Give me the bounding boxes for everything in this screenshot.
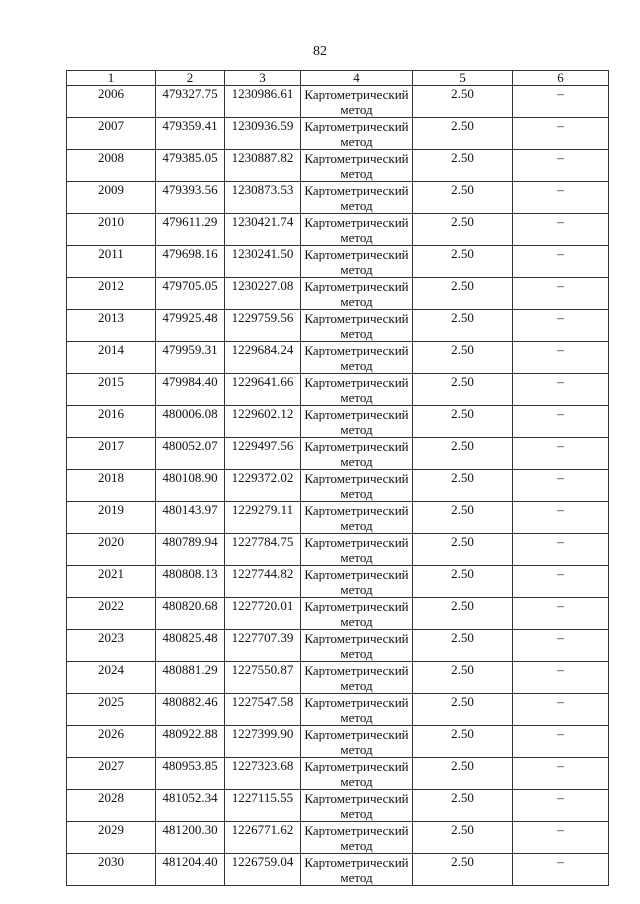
accuracy-cell: 2.50 <box>413 662 513 694</box>
x-coordinate-cell: 480108.90 <box>156 470 225 502</box>
point-number-cell: 2025 <box>67 694 156 726</box>
method-cell <box>301 566 413 598</box>
method-cell <box>301 150 413 182</box>
note-cell: – <box>513 86 609 118</box>
method-line-1: Картометрический <box>304 535 409 550</box>
x-coordinate-cell: 480825.48 <box>156 630 225 662</box>
method-line-2: метод <box>340 646 373 661</box>
table-row <box>67 342 609 374</box>
y-coordinate-cell: 1229641.66 <box>225 374 301 406</box>
method-cell <box>301 726 413 758</box>
point-number-cell: 2010 <box>67 214 156 246</box>
table-row <box>67 150 609 182</box>
accuracy-cell: 2.50 <box>413 502 513 534</box>
note-cell: – <box>513 438 609 470</box>
accuracy-cell: 2.50 <box>413 342 513 374</box>
method-line-2: метод <box>340 550 373 565</box>
note-cell: – <box>513 854 609 886</box>
accuracy-cell: 2.50 <box>413 854 513 886</box>
method-cell <box>301 182 413 214</box>
table-row <box>67 182 609 214</box>
point-number-cell: 2015 <box>67 374 156 406</box>
point-number-cell: 2017 <box>67 438 156 470</box>
column-header-3: 3 <box>225 71 301 86</box>
column-header-2: 2 <box>156 71 225 86</box>
method-line-1: Картометрический <box>304 279 409 294</box>
x-coordinate-cell: 479925.48 <box>156 310 225 342</box>
table-row <box>67 502 609 534</box>
method-line-1: Картометрический <box>304 119 409 134</box>
accuracy-cell: 2.50 <box>413 790 513 822</box>
method-cell <box>301 694 413 726</box>
x-coordinate-cell: 479984.40 <box>156 374 225 406</box>
method-line-1: Картометрический <box>304 695 409 710</box>
accuracy-cell: 2.50 <box>413 758 513 790</box>
method-line-2: метод <box>340 742 373 757</box>
method-line-1: Картометрический <box>304 791 409 806</box>
table-row <box>67 790 609 822</box>
table-row <box>67 630 609 662</box>
accuracy-cell: 2.50 <box>413 438 513 470</box>
x-coordinate-cell: 480808.13 <box>156 566 225 598</box>
method-line-2: метод <box>340 134 373 149</box>
method-cell <box>301 438 413 470</box>
note-cell: – <box>513 630 609 662</box>
page-number: 82 <box>313 44 327 59</box>
table-row <box>67 310 609 342</box>
point-number-cell: 2026 <box>67 726 156 758</box>
table-row <box>67 822 609 854</box>
note-cell: – <box>513 214 609 246</box>
method-line-2: метод <box>340 678 373 693</box>
method-line-1: Картометрический <box>304 823 409 838</box>
accuracy-cell: 2.50 <box>413 406 513 438</box>
point-number-cell: 2023 <box>67 630 156 662</box>
y-coordinate-cell: 1230227.08 <box>225 278 301 310</box>
point-number-cell: 2021 <box>67 566 156 598</box>
x-coordinate-cell: 479385.05 <box>156 150 225 182</box>
method-line-2: метод <box>340 838 373 853</box>
x-coordinate-cell: 479611.29 <box>156 214 225 246</box>
y-coordinate-cell: 1230887.82 <box>225 150 301 182</box>
header-row <box>67 71 609 86</box>
method-cell <box>301 790 413 822</box>
method-cell <box>301 598 413 630</box>
accuracy-cell: 2.50 <box>413 470 513 502</box>
method-line-1: Картометрический <box>304 343 409 358</box>
note-cell: – <box>513 598 609 630</box>
y-coordinate-cell: 1227547.58 <box>225 694 301 726</box>
method-cell <box>301 630 413 662</box>
x-coordinate-cell: 479698.16 <box>156 246 225 278</box>
method-cell <box>301 214 413 246</box>
method-cell <box>301 758 413 790</box>
method-cell <box>301 822 413 854</box>
y-coordinate-cell: 1229279.11 <box>225 502 301 534</box>
y-coordinate-cell: 1229759.56 <box>225 310 301 342</box>
accuracy-cell: 2.50 <box>413 150 513 182</box>
method-line-1: Картометрический <box>304 439 409 454</box>
x-coordinate-cell: 480820.68 <box>156 598 225 630</box>
point-number-cell: 2024 <box>67 662 156 694</box>
x-coordinate-cell: 479705.05 <box>156 278 225 310</box>
table-row <box>67 86 609 118</box>
x-coordinate-cell: 481204.40 <box>156 854 225 886</box>
note-cell: – <box>513 182 609 214</box>
x-coordinate-cell: 479959.31 <box>156 342 225 374</box>
accuracy-cell: 2.50 <box>413 118 513 150</box>
method-line-1: Картометрический <box>304 215 409 230</box>
y-coordinate-cell: 1230936.59 <box>225 118 301 150</box>
y-coordinate-cell: 1229684.24 <box>225 342 301 374</box>
method-line-2: метод <box>340 166 373 181</box>
note-cell: – <box>513 310 609 342</box>
point-number-cell: 2009 <box>67 182 156 214</box>
y-coordinate-cell: 1230421.74 <box>225 214 301 246</box>
x-coordinate-cell: 479327.75 <box>156 86 225 118</box>
x-coordinate-cell: 480882.46 <box>156 694 225 726</box>
table-row <box>67 470 609 502</box>
table-body <box>67 86 609 886</box>
accuracy-cell: 2.50 <box>413 374 513 406</box>
note-cell: – <box>513 662 609 694</box>
method-line-2: метод <box>340 198 373 213</box>
table-row <box>67 758 609 790</box>
x-coordinate-cell: 480052.07 <box>156 438 225 470</box>
y-coordinate-cell: 1229602.12 <box>225 406 301 438</box>
y-coordinate-cell: 1230873.53 <box>225 182 301 214</box>
method-cell <box>301 470 413 502</box>
method-cell <box>301 118 413 150</box>
method-cell <box>301 374 413 406</box>
method-line-1: Картометрический <box>304 727 409 742</box>
method-line-1: Картометрический <box>304 183 409 198</box>
method-line-1: Картометрический <box>304 151 409 166</box>
note-cell: – <box>513 406 609 438</box>
note-cell: – <box>513 342 609 374</box>
accuracy-cell: 2.50 <box>413 246 513 278</box>
table-row <box>67 726 609 758</box>
method-line-1: Картометрический <box>304 663 409 678</box>
method-line-1: Картометрический <box>304 311 409 326</box>
method-line-2: метод <box>340 710 373 725</box>
x-coordinate-cell: 480789.94 <box>156 534 225 566</box>
x-coordinate-cell: 481200.30 <box>156 822 225 854</box>
note-cell: – <box>513 150 609 182</box>
table-row <box>67 118 609 150</box>
accuracy-cell: 2.50 <box>413 566 513 598</box>
point-number-cell: 2029 <box>67 822 156 854</box>
table-row <box>67 598 609 630</box>
point-number-cell: 2027 <box>67 758 156 790</box>
accuracy-cell: 2.50 <box>413 726 513 758</box>
note-cell: – <box>513 470 609 502</box>
method-line-2: метод <box>340 614 373 629</box>
note-cell: – <box>513 758 609 790</box>
table-row <box>67 246 609 278</box>
point-number-cell: 2012 <box>67 278 156 310</box>
method-line-2: метод <box>340 422 373 437</box>
method-cell <box>301 342 413 374</box>
column-header-1: 1 <box>67 71 156 86</box>
method-line-1: Картометрический <box>304 567 409 582</box>
point-number-cell: 2011 <box>67 246 156 278</box>
method-line-2: метод <box>340 806 373 821</box>
method-cell <box>301 310 413 342</box>
note-cell: – <box>513 502 609 534</box>
method-line-1: Картометрический <box>304 375 409 390</box>
x-coordinate-cell: 480953.85 <box>156 758 225 790</box>
point-number-cell: 2014 <box>67 342 156 374</box>
point-number-cell: 2008 <box>67 150 156 182</box>
y-coordinate-cell: 1227323.68 <box>225 758 301 790</box>
table-row <box>67 374 609 406</box>
accuracy-cell: 2.50 <box>413 214 513 246</box>
x-coordinate-cell: 480143.97 <box>156 502 225 534</box>
accuracy-cell: 2.50 <box>413 86 513 118</box>
y-coordinate-cell: 1227707.39 <box>225 630 301 662</box>
point-number-cell: 2016 <box>67 406 156 438</box>
method-cell <box>301 86 413 118</box>
method-cell <box>301 534 413 566</box>
method-line-1: Картометрический <box>304 599 409 614</box>
method-line-2: метод <box>340 358 373 373</box>
method-line-2: метод <box>340 294 373 309</box>
method-line-2: метод <box>340 486 373 501</box>
table-row <box>67 662 609 694</box>
table-row <box>67 534 609 566</box>
y-coordinate-cell: 1229372.02 <box>225 470 301 502</box>
x-coordinate-cell: 481052.34 <box>156 790 225 822</box>
note-cell: – <box>513 822 609 854</box>
note-cell: – <box>513 566 609 598</box>
accuracy-cell: 2.50 <box>413 630 513 662</box>
note-cell: – <box>513 534 609 566</box>
method-line-2: метод <box>340 262 373 277</box>
table-row <box>67 694 609 726</box>
x-coordinate-cell: 479393.56 <box>156 182 225 214</box>
note-cell: – <box>513 278 609 310</box>
y-coordinate-cell: 1230241.50 <box>225 246 301 278</box>
method-cell <box>301 246 413 278</box>
note-cell: – <box>513 790 609 822</box>
y-coordinate-cell: 1227744.82 <box>225 566 301 598</box>
method-cell <box>301 662 413 694</box>
accuracy-cell: 2.50 <box>413 278 513 310</box>
column-header-4: 4 <box>301 71 413 86</box>
point-number-cell: 2020 <box>67 534 156 566</box>
accuracy-cell: 2.50 <box>413 822 513 854</box>
method-cell <box>301 854 413 886</box>
method-line-2: метод <box>340 582 373 597</box>
y-coordinate-cell: 1230986.61 <box>225 86 301 118</box>
method-line-1: Картометрический <box>304 759 409 774</box>
note-cell: – <box>513 374 609 406</box>
method-line-1: Картометрический <box>304 471 409 486</box>
point-number-cell: 2028 <box>67 790 156 822</box>
point-number-cell: 2007 <box>67 118 156 150</box>
point-number-cell: 2030 <box>67 854 156 886</box>
table-header <box>67 71 609 86</box>
note-cell: – <box>513 246 609 278</box>
point-number-cell: 2006 <box>67 86 156 118</box>
y-coordinate-cell: 1227784.75 <box>225 534 301 566</box>
method-line-2: метод <box>340 454 373 469</box>
method-line-2: метод <box>340 774 373 789</box>
table-row <box>67 854 609 886</box>
method-line-2: метод <box>340 390 373 405</box>
method-cell <box>301 406 413 438</box>
method-line-1: Картометрический <box>304 631 409 646</box>
point-number-cell: 2018 <box>67 470 156 502</box>
y-coordinate-cell: 1227720.01 <box>225 598 301 630</box>
x-coordinate-cell: 479359.41 <box>156 118 225 150</box>
x-coordinate-cell: 480006.08 <box>156 406 225 438</box>
method-line-2: метод <box>340 518 373 533</box>
method-line-1: Картометрический <box>304 407 409 422</box>
point-number-cell: 2019 <box>67 502 156 534</box>
y-coordinate-cell: 1226759.04 <box>225 854 301 886</box>
y-coordinate-cell: 1227115.55 <box>225 790 301 822</box>
column-header-5: 5 <box>413 71 513 86</box>
note-cell: – <box>513 694 609 726</box>
table-row <box>67 214 609 246</box>
x-coordinate-cell: 480881.29 <box>156 662 225 694</box>
method-line-1: Картометрический <box>304 503 409 518</box>
point-number-cell: 2022 <box>67 598 156 630</box>
method-line-2: метод <box>340 102 373 117</box>
method-line-2: метод <box>340 870 373 885</box>
y-coordinate-cell: 1226771.62 <box>225 822 301 854</box>
note-cell: – <box>513 726 609 758</box>
method-line-1: Картометрический <box>304 855 409 870</box>
x-coordinate-cell: 480922.88 <box>156 726 225 758</box>
table-row <box>67 438 609 470</box>
y-coordinate-cell: 1229497.56 <box>225 438 301 470</box>
method-line-2: метод <box>340 230 373 245</box>
point-number-cell: 2013 <box>67 310 156 342</box>
table-row <box>67 406 609 438</box>
method-line-2: метод <box>340 326 373 341</box>
coordinates-table <box>66 70 609 886</box>
accuracy-cell: 2.50 <box>413 310 513 342</box>
method-cell <box>301 278 413 310</box>
note-cell: – <box>513 118 609 150</box>
table-row <box>67 278 609 310</box>
method-line-1: Картометрический <box>304 247 409 262</box>
accuracy-cell: 2.50 <box>413 534 513 566</box>
accuracy-cell: 2.50 <box>413 182 513 214</box>
y-coordinate-cell: 1227550.87 <box>225 662 301 694</box>
accuracy-cell: 2.50 <box>413 694 513 726</box>
method-cell <box>301 502 413 534</box>
accuracy-cell: 2.50 <box>413 598 513 630</box>
y-coordinate-cell: 1227399.90 <box>225 726 301 758</box>
method-line-1: Картометрический <box>304 87 409 102</box>
column-header-6: 6 <box>513 71 609 86</box>
table-row <box>67 566 609 598</box>
